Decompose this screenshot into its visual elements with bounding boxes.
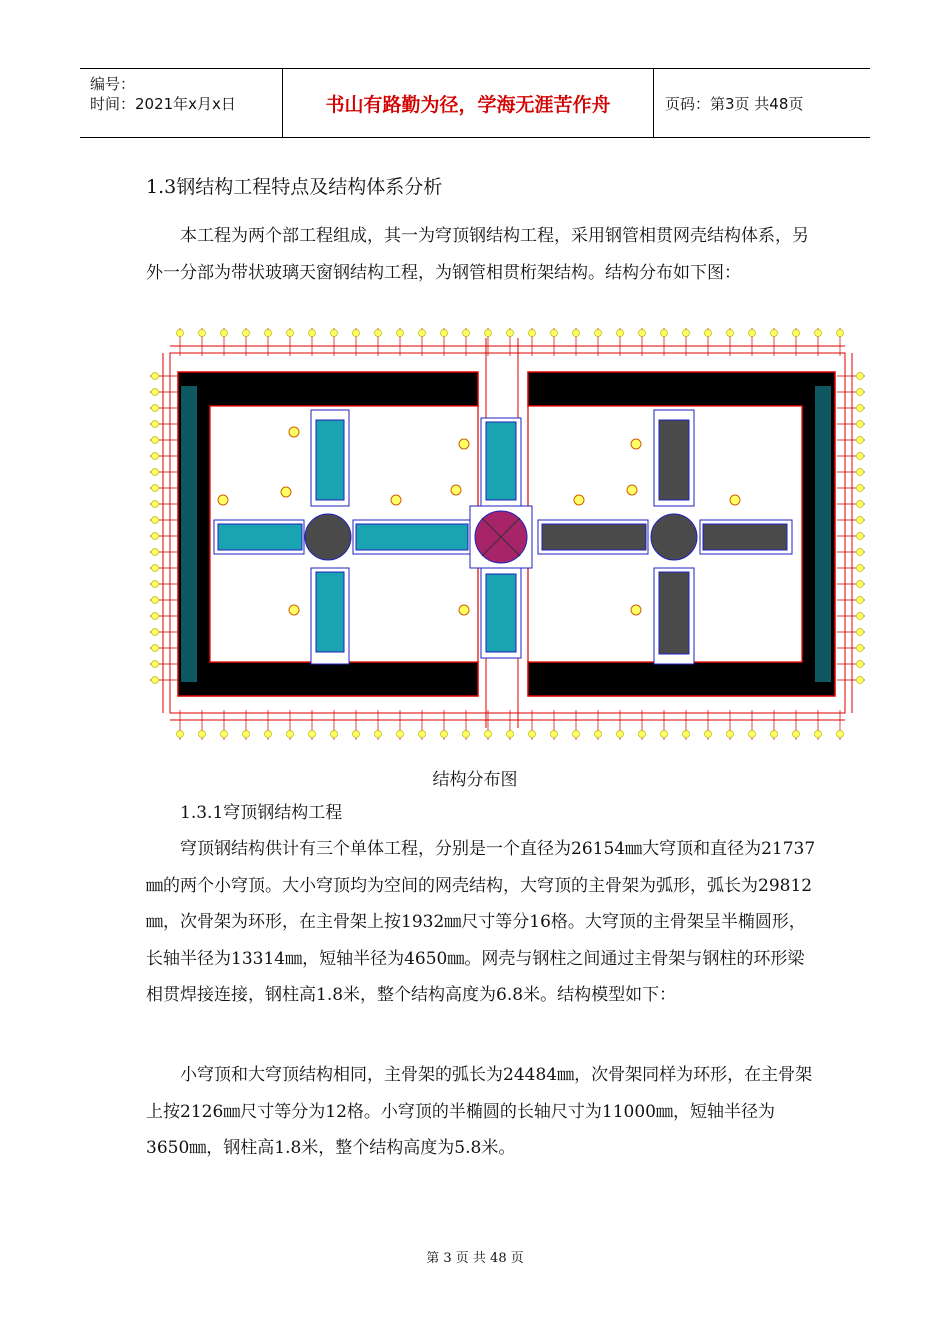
axis-bubble bbox=[419, 330, 426, 337]
header-page-label: 页码：第3页 共48页 bbox=[665, 94, 804, 113]
axis-bubble bbox=[815, 731, 822, 738]
axis-bubble bbox=[857, 597, 864, 604]
axis-bubble bbox=[595, 731, 602, 738]
axis-bubble bbox=[857, 421, 864, 428]
axis-bubble bbox=[857, 645, 864, 652]
axis-bubble bbox=[857, 501, 864, 508]
axis-bubble bbox=[375, 330, 382, 337]
axis-bubble bbox=[152, 485, 159, 492]
axis-bubble bbox=[265, 731, 272, 738]
axis-bubble bbox=[152, 533, 159, 540]
axis-bubble bbox=[617, 330, 624, 337]
axis-bubble bbox=[152, 405, 159, 412]
axis-bubble bbox=[857, 581, 864, 588]
axis-bubble bbox=[152, 629, 159, 636]
axis-bubble bbox=[152, 437, 159, 444]
section-title: 1.3钢结构工程特点及结构体系分析 bbox=[146, 176, 443, 198]
axis-bubble bbox=[152, 613, 159, 620]
axis-bubble bbox=[152, 373, 159, 380]
axis-bubble bbox=[419, 731, 426, 738]
axis-bubble bbox=[661, 731, 668, 738]
time-label: 时间：2021年x月x日 bbox=[90, 95, 236, 113]
axis-bubble bbox=[309, 731, 316, 738]
axis-bubble bbox=[243, 731, 250, 738]
axis-bubble bbox=[857, 453, 864, 460]
axis-bubble bbox=[177, 731, 184, 738]
axis-bubble bbox=[771, 330, 778, 337]
axis-bubble bbox=[529, 330, 536, 337]
axis-bubble bbox=[837, 731, 844, 738]
axis-bubble bbox=[815, 330, 822, 337]
axis-bubble bbox=[573, 731, 580, 738]
axis-bubble bbox=[857, 613, 864, 620]
axis-bubble bbox=[705, 731, 712, 738]
axis-bubble bbox=[152, 581, 159, 588]
axis-bubble bbox=[152, 501, 159, 508]
axis-bubble bbox=[857, 533, 864, 540]
axis-bubble bbox=[727, 330, 734, 337]
axis-bubble bbox=[857, 629, 864, 636]
axis-bubble bbox=[857, 517, 864, 524]
axis-bubble bbox=[485, 731, 492, 738]
axis-bubble bbox=[683, 731, 690, 738]
axis-bubble bbox=[152, 549, 159, 556]
page-header bbox=[80, 68, 870, 138]
axis-bubble bbox=[463, 330, 470, 337]
axis-bubble bbox=[661, 330, 668, 337]
axis-bubble bbox=[857, 437, 864, 444]
axis-bubble bbox=[375, 731, 382, 738]
axis-bubble bbox=[857, 485, 864, 492]
axis-bubble bbox=[287, 731, 294, 738]
axis-bubble bbox=[152, 421, 159, 428]
axis-bubble bbox=[463, 731, 470, 738]
axis-bubble bbox=[639, 731, 646, 738]
axis-bubble bbox=[857, 677, 864, 684]
axis-bubble bbox=[771, 731, 778, 738]
axis-bubble bbox=[857, 389, 864, 396]
axis-bubble bbox=[551, 731, 558, 738]
axis-bubble bbox=[793, 731, 800, 738]
axis-bubble bbox=[705, 330, 712, 337]
axis-bubble bbox=[287, 330, 294, 337]
axis-bubble bbox=[749, 330, 756, 337]
axis-bubble bbox=[152, 565, 159, 572]
axis-bubble bbox=[837, 330, 844, 337]
axis-bubble bbox=[152, 469, 159, 476]
axis-bubble bbox=[221, 330, 228, 337]
axis-bubble bbox=[857, 549, 864, 556]
axis-bubble bbox=[749, 731, 756, 738]
axis-bubble bbox=[353, 731, 360, 738]
axis-bubble bbox=[595, 330, 602, 337]
figure-caption: 结构分布图 bbox=[432, 770, 518, 790]
subsection-title: 1.3.1穹顶钢结构工程 bbox=[180, 803, 343, 823]
page-footer: 第 3 页 共 48 页 bbox=[426, 1251, 524, 1266]
axis-bubble bbox=[331, 330, 338, 337]
axis-bubble bbox=[857, 469, 864, 476]
axis-bubble bbox=[441, 731, 448, 738]
axis-bubble bbox=[793, 330, 800, 337]
paragraph-1: 穹顶钢结构供计有三个单体工程，分别是一个直径为26154㎜大穹顶和直径为21737㎜的两个小穹顶。大小穹顶均为空间的网壳结构，大穹顶的主骨架为弧形，弧长为29812㎜，次骨架为环形，在主骨架上按1932㎜尺寸等分16格。大穹顶的主骨架呈半椭圆形，长轴半径为13314㎜，短轴半径为4650㎜。网壳与钢柱之间通过主骨架与钢柱的环形梁相贯焊接连接，钢柱高1.8米，整个结构高度为6.8米。结构模型如下： bbox=[146, 839, 816, 1005]
axis-bubble bbox=[507, 330, 514, 337]
center-cross-structure bbox=[470, 418, 532, 658]
axis-bubble bbox=[551, 330, 558, 337]
axis-bubble bbox=[221, 731, 228, 738]
axis-bubble bbox=[152, 389, 159, 396]
axis-bubble bbox=[353, 330, 360, 337]
header-slogan: 书山有路勤为径，学海无涯苦作舟 bbox=[283, 69, 654, 137]
intro-paragraph: 本工程为两个部工程组成，其一为穹顶钢结构工程，采用钢管相贯网壳结构体系，另外一分部为带状玻璃天窗钢结构工程，为钢管相贯桁架结构。结构分布如下图： bbox=[146, 226, 809, 283]
axis-bubble bbox=[857, 405, 864, 412]
axis-bubble bbox=[507, 731, 514, 738]
axis-bubble bbox=[152, 677, 159, 684]
axis-bubble bbox=[152, 597, 159, 604]
axis-bubble bbox=[152, 453, 159, 460]
axis-bubble bbox=[265, 330, 272, 337]
axis-bubble bbox=[152, 517, 159, 524]
axis-bubble bbox=[152, 661, 159, 668]
axis-bubble bbox=[331, 731, 338, 738]
axis-bubble bbox=[529, 731, 536, 738]
axis-bubble bbox=[683, 330, 690, 337]
axis-bubble bbox=[199, 330, 206, 337]
right-skylight-strip bbox=[815, 386, 831, 682]
axis-bubble bbox=[199, 731, 206, 738]
axis-bubble bbox=[397, 330, 404, 337]
axis-bubble bbox=[639, 330, 646, 337]
axis-bubble bbox=[857, 373, 864, 380]
left-skylight-strip bbox=[181, 386, 197, 682]
axis-bubble bbox=[857, 565, 864, 572]
axis-bubble bbox=[177, 330, 184, 337]
number-label: 编号： bbox=[90, 75, 136, 93]
paragraph-2: 小穹顶和大穹顶结构相同，主骨架的弧长为24484㎜，次骨架同样为环形，在主骨架上按2126㎜尺寸等分为12格。小穹顶的半椭圆的长轴尺寸为11000㎜，短轴半径为3650㎜，钢柱高1.8米，整个结构高度为5.8米。 bbox=[146, 1065, 813, 1158]
axis-bubble bbox=[617, 731, 624, 738]
axis-bubble bbox=[441, 330, 448, 337]
axis-bubble bbox=[485, 330, 492, 337]
axis-bubble bbox=[243, 330, 250, 337]
axis-bubble bbox=[573, 330, 580, 337]
axis-bubble bbox=[309, 330, 316, 337]
axis-bubble bbox=[727, 731, 734, 738]
axis-bubble bbox=[857, 661, 864, 668]
header-info-cell bbox=[80, 69, 283, 137]
structure-layout-drawing bbox=[150, 328, 865, 740]
axis-bubble bbox=[397, 731, 404, 738]
axis-bubble bbox=[152, 645, 159, 652]
